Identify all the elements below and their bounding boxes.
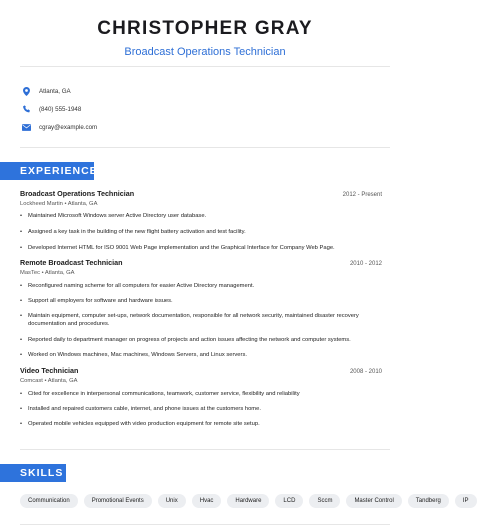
job-bullet: • Operated mobile vehicles equipped with video production equipment for remote site setup. bbox=[20, 420, 382, 428]
job-dates: 2008 - 2010 bbox=[349, 369, 382, 375]
job-bullet: • Maintained Microsoft Windows server Active Directory user database. bbox=[20, 212, 382, 220]
job-bullet: • Maintain equipment, computer set-ups, network documentation, responsible for all network security, maintained disaster recovery documentation and procedures. bbox=[20, 312, 382, 328]
job-bullet: • Assigned a key task in the building of the new flight battery activation and test facility. bbox=[20, 228, 382, 236]
job-company: Lockheed Martin • Atlanta, GA bbox=[20, 201, 98, 207]
job-bullet: • Reported daily to department manager on progress of projects and action issues affecting the network and computer systems. bbox=[20, 336, 382, 344]
skill-tag: Hardware bbox=[227, 494, 269, 508]
job-title: Video Technician bbox=[20, 366, 79, 375]
skill-tag: Unix bbox=[158, 494, 186, 508]
job-entry bbox=[20, 258, 382, 358]
skill-tag: Hvac bbox=[192, 494, 222, 508]
skill-tag: Promotional Events bbox=[84, 494, 152, 508]
email-text[interactable]: cgray@example.com bbox=[39, 123, 98, 131]
skill-tag: Sccm bbox=[309, 494, 340, 508]
skill-tag: Tandberg bbox=[408, 494, 449, 508]
job-dates: 2012 - Present bbox=[342, 192, 382, 198]
phone-icon bbox=[22, 105, 31, 114]
job-company: Comcast • Atlanta, GA bbox=[20, 378, 78, 384]
job-bullet: • Worked on Windows machines, Mac machines, Windows Servers, and Linux servers. bbox=[20, 351, 382, 359]
contact-location bbox=[22, 82, 97, 100]
divider bbox=[20, 449, 390, 450]
job-title: Broadcast Operations Technician bbox=[20, 189, 135, 198]
job-entry bbox=[20, 189, 382, 251]
job-dates: 2010 - 2012 bbox=[349, 261, 382, 267]
divider bbox=[20, 147, 390, 148]
candidate-name: CHRISTOPHER GRAY bbox=[97, 18, 313, 39]
contact-email bbox=[22, 118, 97, 136]
job-bullet: • Cited for excellence in interpersonal communications, teamwork, customer service, flexibility and reliability bbox=[20, 390, 382, 398]
skill-tag: IP bbox=[455, 494, 477, 508]
job-bullet: • Support all employers for software and hardware issues. bbox=[20, 297, 382, 305]
job-bullet: • Reconfigured naming scheme for all computers for easier Active Directory management. bbox=[20, 282, 382, 290]
skill-tag: Communication bbox=[20, 494, 78, 508]
divider bbox=[20, 524, 390, 525]
skill-tag: LCD bbox=[275, 494, 303, 508]
contact-block bbox=[22, 82, 97, 136]
skills-list bbox=[20, 494, 477, 508]
resume-header bbox=[0, 0, 410, 59]
skills-heading: SKILLS bbox=[0, 464, 66, 482]
contact-phone bbox=[22, 100, 97, 118]
job-bullet: • Developed Internet HTML for ISO 9001 Web Page implementation and the Graphical Interface for Company Web Page. bbox=[20, 244, 382, 252]
job-bullet: • Installed and repaired customers cable, internet, and phone issues at the customers home. bbox=[20, 405, 382, 413]
job-entry bbox=[20, 366, 382, 427]
divider bbox=[20, 66, 390, 67]
job-title: Remote Broadcast Technician bbox=[20, 258, 123, 267]
location-text: Atlanta, GA bbox=[39, 87, 71, 95]
email-icon bbox=[22, 123, 31, 132]
experience-heading: EXPERIENCE bbox=[0, 162, 94, 180]
location-pin-icon bbox=[22, 87, 31, 96]
candidate-title: Broadcast Operations Technician bbox=[124, 46, 286, 58]
phone-text: (840) 555-1948 bbox=[39, 105, 82, 113]
skill-tag: Master Control bbox=[346, 494, 401, 508]
job-company: MasTec • Atlanta, GA bbox=[20, 270, 75, 276]
